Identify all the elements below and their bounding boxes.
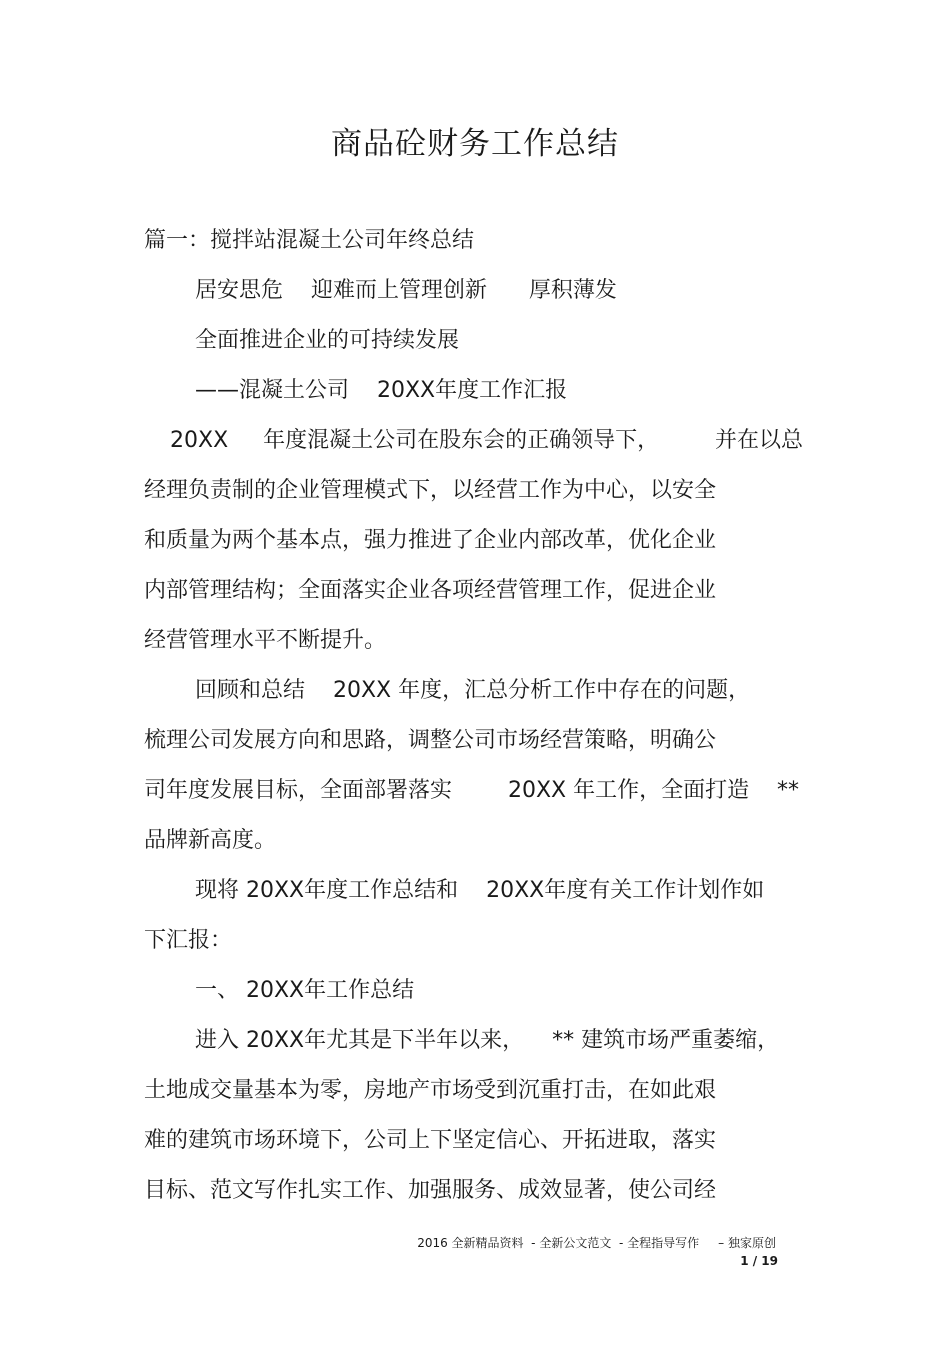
paragraph-line: 品牌新高度。	[144, 828, 277, 853]
document-title: 商品砼财务工作总结	[331, 126, 619, 162]
paragraph-line: 回顾和总结 20XX 年度，汇总分析工作中存在的问题，	[195, 678, 751, 703]
paragraph-line: 土地成交量基本为零，房地产市场受到沉重打击，在如此艰	[144, 1078, 717, 1103]
paragraph-line: 目标、范文写作扎实工作、加强服务、成效显著，使公司经	[144, 1178, 717, 1203]
paragraph-line: 篇一：搅拌站混凝土公司年终总结	[144, 228, 475, 253]
section-heading: 一、 20XX年工作总结	[195, 978, 415, 1003]
paragraph-line: 进入 20XX年尤其是下半年以来， ** 建筑市场严重萎缩，	[195, 1028, 780, 1053]
paragraph-line: 全面推进企业的可持续发展	[195, 328, 460, 353]
paragraph-line: 下汇报：	[144, 928, 233, 953]
paragraph-line: ——混凝土公司 20XX年度工作汇报	[195, 378, 568, 403]
paragraph-line: 经营管理水平不断提升。	[144, 628, 387, 653]
paragraph-line: 内部管理结构；全面落实企业各项经营管理工作，促进企业	[144, 578, 717, 603]
paragraph-line: 和质量为两个基本点，强力推进了企业内部改革，优化企业	[144, 528, 717, 553]
paragraph-line: 经理负责制的企业管理模式下，以经营工作为中心，以安全	[144, 478, 717, 503]
paragraph-line: 梳理公司发展方向和思路，调整公司市场经营策略，明确公	[144, 728, 717, 753]
page-footer: 2016 全新精品资料 - 全新公文范文 - 全程指导写作 – 独家原创	[417, 1236, 776, 1250]
paragraph-line: 20XX 年度混凝土公司在股东会的正确领导下， 并在以总	[170, 428, 804, 453]
paragraph-line: 难的建筑市场环境下，公司上下坚定信心、开拓进取，落实	[144, 1128, 717, 1153]
page-number: 1 / 19	[740, 1254, 778, 1268]
paragraph-line: 居安思危 迎难而上管理创新 厚积薄发	[195, 278, 617, 303]
paragraph-line: 现将 20XX年度工作总结和 20XX年度有关工作计划作如	[195, 878, 765, 903]
paragraph-line: 司年度发展目标，全面部署落实 20XX 年工作，全面打造 **	[144, 778, 800, 803]
